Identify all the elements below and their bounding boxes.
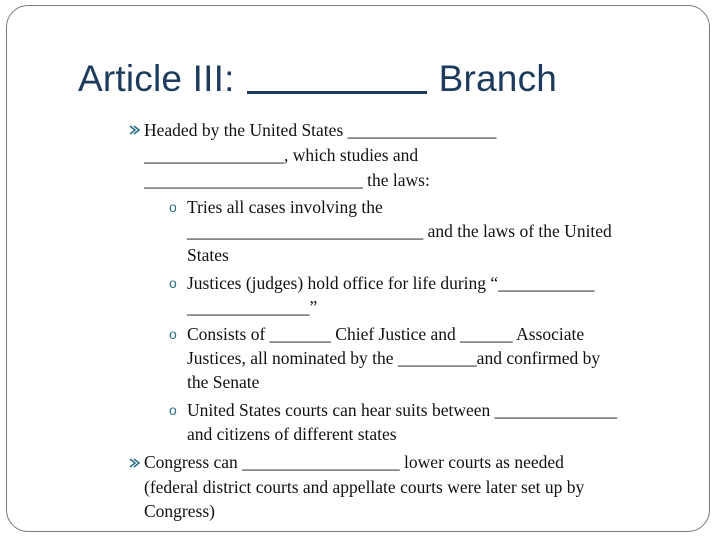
- bullet-2-line-3: Congress): [144, 501, 215, 521]
- bullet-2-line-2: (federal district courts and appellate courts were later set up by: [144, 477, 585, 497]
- sub-3-line-3: the Senate: [187, 372, 260, 392]
- sub-1-line-2: ___________________________ and the laws of the United: [187, 221, 612, 241]
- title-left: Article III:: [78, 58, 235, 99]
- sub-bullet-marker: o: [169, 326, 177, 342]
- sub-4-line-2: and citizens of different states: [187, 424, 397, 444]
- bullet-arrow-icon: [129, 125, 140, 134]
- bullet-arrow-icon: [129, 458, 140, 467]
- sub-2-line-1: Justices (judges) hold office for life during “___________: [187, 273, 595, 293]
- sub-1-line-3: States: [187, 245, 229, 265]
- bullet-1-line-3: _________________________ the laws:: [144, 170, 430, 190]
- bullet-2-line-1: Congress can __________________ lower courts as needed: [144, 452, 564, 472]
- bullet-1-line-2: ________________, which studies and: [144, 145, 419, 165]
- sub-2-line-2: ______________”: [187, 297, 318, 317]
- sub-3-line-2: Justices, all nominated by the _________and confirmed by: [187, 348, 601, 368]
- sub-4-line-1: United States courts can hear suits between ______________: [187, 400, 618, 420]
- sub-1-line-1: Tries all cases involving the: [187, 197, 383, 217]
- bullet-1-line-1: Headed by the United States _________________: [144, 120, 497, 140]
- title-right: Branch: [438, 58, 558, 99]
- sub-bullet-marker: o: [169, 199, 177, 215]
- sub-bullet-marker: o: [169, 275, 177, 291]
- sub-bullet-marker: o: [169, 402, 177, 418]
- sub-3-line-1: Consists of _______ Chief Justice and ______ Associate: [187, 324, 585, 344]
